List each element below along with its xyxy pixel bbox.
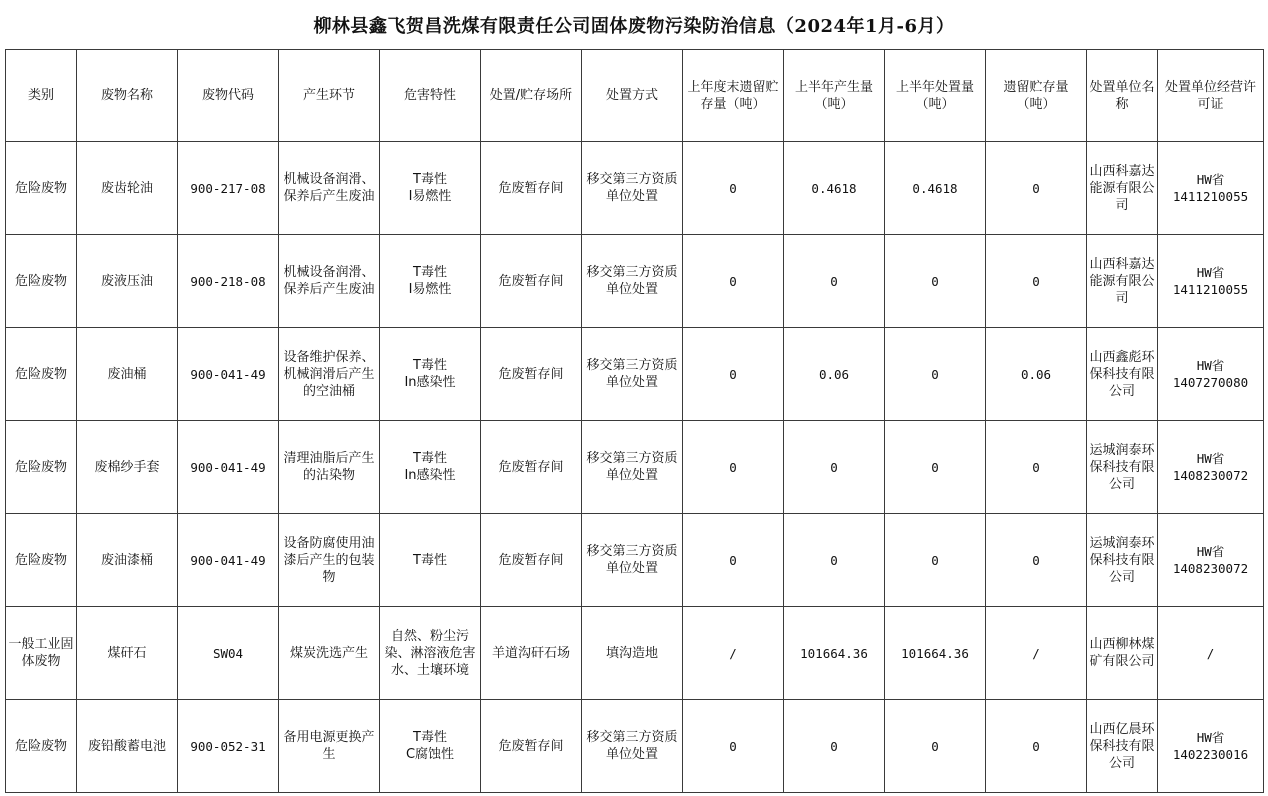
cell-disposed: 0 xyxy=(885,700,986,793)
table-row xyxy=(6,421,1264,514)
cell-hazard-line: 自然、粉尘污染、淋溶液危害水、土壤环境 xyxy=(384,628,476,678)
cell-prev-stock: 0 xyxy=(683,514,784,607)
cell-generated: 0 xyxy=(784,235,885,328)
cell-generated: 0 xyxy=(784,421,885,514)
cell-hazard-line: T毒性 xyxy=(413,730,447,745)
cell-prev-stock: 0 xyxy=(683,328,784,421)
cell-license-line: 1411210055 xyxy=(1172,282,1249,297)
header-hazard: 危害特性 xyxy=(380,50,481,142)
cell-disposed: 101664.36 xyxy=(885,607,986,700)
header-row xyxy=(6,50,1264,142)
cell-unit: 山西鑫彪环保科技有限公司 xyxy=(1087,328,1158,421)
cell-remaining: 0 xyxy=(986,700,1087,793)
cell-license xyxy=(1158,421,1264,514)
cell-license xyxy=(1158,514,1264,607)
cell-waste-name: 废铅酸蓄电池 xyxy=(77,700,178,793)
cell-waste-code: SW04 xyxy=(178,607,279,700)
cell-remaining: 0 xyxy=(986,235,1087,328)
cell-remaining: 0 xyxy=(986,421,1087,514)
table-row xyxy=(6,142,1264,235)
cell-license-line: 1411210055 xyxy=(1172,189,1249,204)
cell-hazard-line: T毒性 xyxy=(413,552,447,568)
cell-disposed: 0.4618 xyxy=(885,142,986,235)
cell-method: 移交第三方资质单位处置 xyxy=(582,421,683,514)
cell-waste-code: 900-041-49 xyxy=(178,514,279,607)
cell-generated: 0 xyxy=(784,700,885,793)
cell-license-line: 1402230016 xyxy=(1172,747,1249,762)
cell-generated: 0.4618 xyxy=(784,142,885,235)
cell-site: 危废暂存间 xyxy=(481,514,582,607)
cell-method: 移交第三方资质单位处置 xyxy=(582,328,683,421)
cell-method: 移交第三方资质单位处置 xyxy=(582,514,683,607)
header-method: 处置方式 xyxy=(582,50,683,142)
cell-stage: 机械设备润滑、保养后产生废油 xyxy=(279,142,380,235)
cell-site: 危废暂存间 xyxy=(481,328,582,421)
cell-waste-code: 900-052-31 xyxy=(178,700,279,793)
cell-unit: 山西科嘉达能源有限公司 xyxy=(1087,235,1158,328)
cell-generated: 101664.36 xyxy=(784,607,885,700)
page-title: 柳林县鑫飞贺昌洗煤有限责任公司固体废物污染防治信息（2024年1月-6月） xyxy=(313,16,955,37)
cell-waste-name: 废齿轮油 xyxy=(77,142,178,235)
header-remaining: 遗留贮存量（吨） xyxy=(986,50,1087,142)
cell-disposed: 0 xyxy=(885,514,986,607)
cell-waste-name: 废油漆桶 xyxy=(77,514,178,607)
cell-unit: 山西亿晨环保科技有限公司 xyxy=(1087,700,1158,793)
cell-hazard xyxy=(380,700,481,793)
cell-hazard-line: I易燃性 xyxy=(408,282,452,297)
cell-license-line: HW省 xyxy=(1196,730,1225,745)
header-site: 处置/贮存场所 xyxy=(481,50,582,142)
cell-category: 危险废物 xyxy=(6,421,77,514)
cell-hazard-line: C腐蚀性 xyxy=(405,747,455,762)
cell-disposed: 0 xyxy=(885,421,986,514)
table-row xyxy=(6,514,1264,607)
cell-waste-name: 废棉纱手套 xyxy=(77,421,178,514)
cell-site: 危废暂存间 xyxy=(481,421,582,514)
cell-license-line: / xyxy=(1206,645,1215,661)
header-generated: 上半年产生量（吨） xyxy=(784,50,885,142)
cell-license xyxy=(1158,328,1264,421)
cell-stage: 清理油脂后产生的沾染物 xyxy=(279,421,380,514)
table-row xyxy=(6,235,1264,328)
header-waste-name: 废物名称 xyxy=(77,50,178,142)
cell-license-line: HW省 xyxy=(1196,544,1225,559)
cell-remaining: 0 xyxy=(986,514,1087,607)
cell-hazard-line: T毒性 xyxy=(413,172,447,187)
cell-license xyxy=(1158,607,1264,700)
header-stage: 产生环节 xyxy=(279,50,380,142)
cell-license-line: 1408230072 xyxy=(1172,468,1249,483)
table-body xyxy=(6,142,1264,793)
cell-waste-code: 900-041-49 xyxy=(178,328,279,421)
cell-hazard-line: In感染性 xyxy=(404,375,456,390)
cell-waste-name: 废油桶 xyxy=(77,328,178,421)
header-license: 处置单位经营许可证 xyxy=(1158,50,1264,142)
header-waste-code: 废物代码 xyxy=(178,50,279,142)
cell-method: 移交第三方资质单位处置 xyxy=(582,235,683,328)
cell-license-line: HW省 xyxy=(1196,172,1225,187)
cell-license-line: HW省 xyxy=(1196,358,1225,373)
cell-waste-code: 900-041-49 xyxy=(178,421,279,514)
cell-unit: 山西柳林煤矿有限公司 xyxy=(1087,607,1158,700)
cell-method: 移交第三方资质单位处置 xyxy=(582,700,683,793)
cell-method: 填沟造地 xyxy=(582,607,683,700)
cell-unit: 运城润泰环保科技有限公司 xyxy=(1087,514,1158,607)
cell-license xyxy=(1158,235,1264,328)
header-disposed: 上半年处置量（吨） xyxy=(885,50,986,142)
cell-disposed: 0 xyxy=(885,328,986,421)
cell-license-line: 1407270080 xyxy=(1172,375,1249,390)
cell-remaining: 0.06 xyxy=(986,328,1087,421)
cell-category: 危险废物 xyxy=(6,142,77,235)
header-category: 类别 xyxy=(6,50,77,142)
cell-remaining: 0 xyxy=(986,142,1087,235)
cell-category: 危险废物 xyxy=(6,235,77,328)
cell-site: 危废暂存间 xyxy=(481,142,582,235)
cell-prev-stock: 0 xyxy=(683,235,784,328)
cell-hazard xyxy=(380,142,481,235)
cell-unit: 山西科嘉达能源有限公司 xyxy=(1087,142,1158,235)
cell-hazard-line: I易燃性 xyxy=(408,189,452,204)
waste-info-table xyxy=(5,49,1264,793)
cell-license xyxy=(1158,142,1264,235)
cell-remaining: / xyxy=(986,607,1087,700)
cell-prev-stock: / xyxy=(683,607,784,700)
cell-hazard xyxy=(380,514,481,607)
cell-unit: 运城润泰环保科技有限公司 xyxy=(1087,421,1158,514)
cell-stage: 机械设备润滑、保养后产生废油 xyxy=(279,235,380,328)
cell-license xyxy=(1158,700,1264,793)
cell-hazard xyxy=(380,421,481,514)
cell-stage: 备用电源更换产生 xyxy=(279,700,380,793)
cell-license-line: 1408230072 xyxy=(1172,561,1249,576)
cell-category: 危险废物 xyxy=(6,328,77,421)
cell-generated: 0.06 xyxy=(784,328,885,421)
cell-method: 移交第三方资质单位处置 xyxy=(582,142,683,235)
cell-prev-stock: 0 xyxy=(683,421,784,514)
cell-generated: 0 xyxy=(784,514,885,607)
header-unit: 处置单位名称 xyxy=(1087,50,1158,142)
cell-stage: 煤炭洗选产生 xyxy=(279,607,380,700)
cell-hazard-line: T毒性 xyxy=(413,265,447,280)
cell-category: 一般工业固体废物 xyxy=(6,607,77,700)
table-row xyxy=(6,700,1264,793)
header-prev-stock: 上年度末遗留贮存量（吨） xyxy=(683,50,784,142)
cell-stage: 设备防腐使用油漆后产生的包装物 xyxy=(279,514,380,607)
table-row xyxy=(6,328,1264,421)
cell-disposed: 0 xyxy=(885,235,986,328)
cell-stage: 设备维护保养、机械润滑后产生的空油桶 xyxy=(279,328,380,421)
cell-hazard-line: T毒性 xyxy=(413,358,447,373)
cell-waste-code: 900-217-08 xyxy=(178,142,279,235)
cell-site: 危废暂存间 xyxy=(481,235,582,328)
cell-prev-stock: 0 xyxy=(683,142,784,235)
cell-category: 危险废物 xyxy=(6,700,77,793)
cell-site: 羊道沟矸石场 xyxy=(481,607,582,700)
table-row xyxy=(6,607,1264,700)
cell-hazard xyxy=(380,328,481,421)
cell-hazard-line: T毒性 xyxy=(413,451,447,466)
cell-site: 危废暂存间 xyxy=(481,700,582,793)
cell-category: 危险废物 xyxy=(6,514,77,607)
cell-hazard xyxy=(380,607,481,700)
cell-waste-name: 废液压油 xyxy=(77,235,178,328)
cell-hazard xyxy=(380,235,481,328)
cell-hazard-line: In感染性 xyxy=(404,468,456,483)
cell-license-line: HW省 xyxy=(1196,451,1225,466)
cell-waste-code: 900-218-08 xyxy=(178,235,279,328)
cell-prev-stock: 0 xyxy=(683,700,784,793)
cell-license-line: HW省 xyxy=(1196,265,1225,280)
cell-waste-name: 煤矸石 xyxy=(77,607,178,700)
